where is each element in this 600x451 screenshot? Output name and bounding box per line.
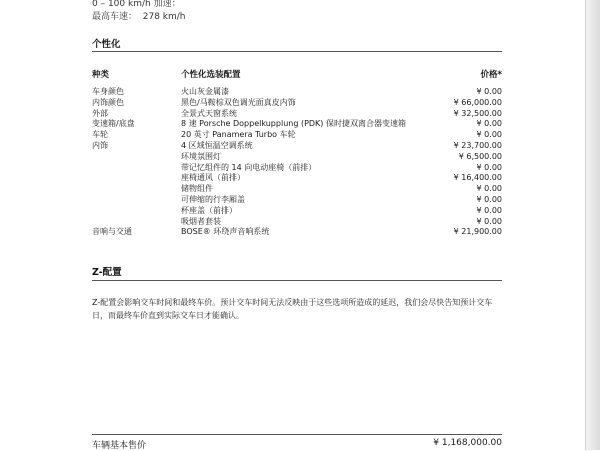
row-option: 可伸缩的行李厢盖: [181, 195, 245, 204]
top-speed-line: [92, 9, 186, 22]
top-speed-value: 278 km/h: [142, 12, 186, 22]
row-option: BOSE® 环绕声音响系统: [181, 227, 270, 237]
row-price: ¥ 0.00: [476, 119, 502, 129]
column-header-category: 种类: [92, 70, 110, 80]
row-price: ¥ 21,900.00: [453, 227, 502, 237]
personalization-title: 个性化: [92, 39, 121, 50]
z-config-title: Z-配置: [92, 267, 122, 278]
row-option: 4 区域恒温空调系统: [181, 141, 253, 150]
row-option: 环境氛围灯: [181, 151, 221, 161]
table-row: [92, 141, 502, 152]
table-row: [92, 109, 502, 120]
row-option: 带记忆组件的 14 向电动座椅（前排）: [181, 162, 317, 172]
row-category: 内饰颜色: [92, 97, 124, 107]
row-option: 8 速 Porsche Doppelkupplung (PDK) 保时捷双离合器变速箱: [181, 119, 406, 129]
table-row: [92, 130, 502, 141]
table-row: [92, 119, 502, 130]
row-price: ¥ 0.00: [476, 162, 502, 172]
row-option: 全景式天窗系统: [181, 108, 237, 118]
row-price: ¥ 23,700.00: [453, 141, 502, 150]
row-price: ¥ 0.00: [476, 130, 502, 140]
table-row: [92, 173, 502, 184]
row-option: 储物组件: [181, 184, 213, 194]
row-price: ¥ 0.00: [476, 216, 502, 226]
row-price: ¥ 0.00: [476, 184, 502, 194]
top-speed-label: 最高车速：: [92, 12, 138, 22]
row-category: 车身颜色: [92, 87, 124, 96]
row-price: ¥ 6,500.00: [458, 151, 502, 161]
row-option: 杯座盖（前排）: [181, 205, 237, 215]
column-header-option: 个性化选装配置: [181, 70, 241, 80]
row-category: 音响与交通: [92, 227, 132, 237]
table-row: [92, 227, 502, 238]
row-category: 外部: [92, 108, 108, 118]
table-row: [92, 152, 502, 163]
page-edge: [585, 0, 600, 450]
divider: [92, 280, 502, 281]
table-row: [92, 206, 502, 217]
row-price: ¥ 0.00: [476, 195, 502, 204]
base-price-label: 车辆基本售价: [92, 441, 147, 451]
row-price: ¥ 32,500.00: [453, 108, 502, 118]
table-row: [92, 184, 502, 195]
divider: [92, 51, 502, 52]
table-row: [92, 217, 502, 228]
row-price: ¥ 0.00: [476, 205, 502, 215]
row-price: ¥ 66,000.00: [453, 97, 502, 107]
row-price: ¥ 0.00: [476, 87, 502, 96]
column-header-price: 价格*: [480, 70, 502, 80]
row-option: 20 英寸 Panamera Turbo 车轮: [181, 130, 296, 140]
table-row: [92, 98, 502, 109]
table-row: [92, 87, 502, 98]
row-option: 黑色/马鞍棕双色调光面真皮内饰: [181, 97, 296, 107]
row-category: 车轮: [92, 130, 108, 140]
acceleration-line: 0 – 100 km/h 加速：: [92, 0, 181, 9]
base-price-value: ¥ 1,168,000.00: [433, 438, 502, 448]
table-row: [92, 195, 502, 206]
table-row: [92, 163, 502, 174]
row-category: 内饰: [92, 141, 108, 150]
row-category: 变速箱/底盘: [92, 119, 135, 129]
row-option: 座椅通风（前排）: [181, 173, 245, 183]
divider: [92, 434, 502, 435]
row-option: 火山灰金属漆: [181, 87, 229, 96]
z-config-paragraph: Z-配置会影响交车时间和最终车价。预计交车时间无法反映由于这些选项所造成的延迟，我们会尽快告知预计交车日，而最终车价直到实际交车日才能确认。: [92, 298, 493, 320]
row-price: ¥ 16,400.00: [453, 173, 502, 183]
row-option: 吸烟者套装: [181, 216, 221, 226]
